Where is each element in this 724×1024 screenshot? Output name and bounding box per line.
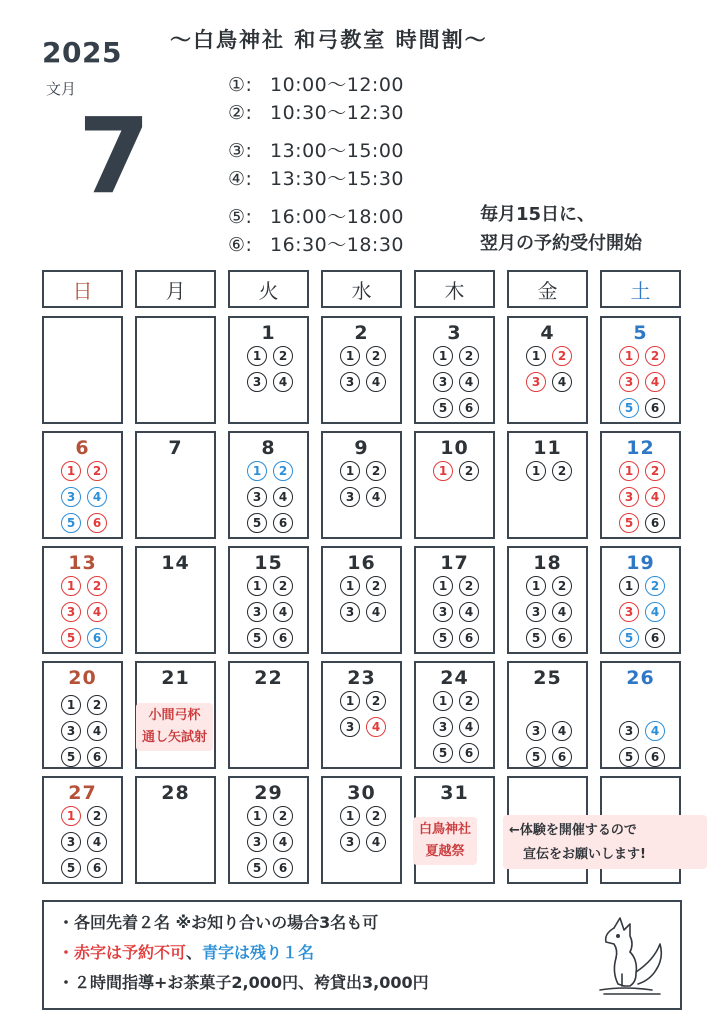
time-slot-4-badge[interactable]: 4	[459, 372, 479, 392]
fox-illustration-icon	[594, 914, 670, 998]
day-number: 4	[540, 322, 555, 344]
time-slot-6-badge[interactable]: 6	[273, 858, 293, 878]
slot-row	[612, 346, 672, 366]
time-slot-3-badge[interactable]: 3	[526, 602, 546, 622]
time-slot-1-badge[interactable]: 1	[619, 461, 639, 481]
time-slot-4-badge[interactable]: 4	[87, 487, 107, 507]
slot-row	[426, 717, 486, 737]
calendar-day[interactable]	[414, 431, 495, 539]
day-number: 16	[347, 552, 376, 574]
time-slot-5-badge[interactable]: 5	[61, 513, 81, 533]
day-number: 12	[626, 437, 655, 459]
slot-row	[519, 576, 579, 596]
calendar-empty-cell	[42, 316, 123, 424]
calendar-day[interactable]	[228, 546, 309, 654]
slot-row	[240, 576, 300, 596]
time-slot-6-badge[interactable]: 6	[273, 628, 293, 648]
calendar-day[interactable]	[135, 431, 216, 539]
day-number: 21	[161, 667, 190, 689]
slot-row	[333, 602, 393, 622]
time-slot-6-badge[interactable]: 6	[459, 628, 479, 648]
day-number: 9	[354, 437, 369, 459]
day-number: 13	[68, 552, 97, 574]
time-slot-4-badge[interactable]: 4	[273, 602, 293, 622]
time-slot-3-badge[interactable]: 3	[61, 721, 81, 741]
time-slot-6: ⑥: 16:30～18:30	[228, 234, 405, 256]
time-slot-2-badge[interactable]: 2	[366, 461, 386, 481]
time-slot-6-badge[interactable]: 6	[273, 513, 293, 533]
slot-row	[54, 747, 114, 767]
weekday-header: 金	[507, 270, 588, 308]
time-slot-5-badge[interactable]: 5	[247, 513, 267, 533]
time-slot-4-badge[interactable]: 4	[645, 487, 665, 507]
calendar-day[interactable]	[414, 546, 495, 654]
time-slot-1-badge[interactable]: 1	[247, 461, 267, 481]
time-slot-3-badge[interactable]: 3	[340, 832, 360, 852]
time-slot-4-badge[interactable]: 4	[273, 372, 293, 392]
slot-row	[519, 602, 579, 622]
time-slot-2-badge[interactable]: 2	[459, 576, 479, 596]
weekday-header: 月	[135, 270, 216, 308]
notice-line-1: 毎月15日に、	[480, 204, 596, 225]
weekday-header: 水	[321, 270, 402, 308]
calendar-day[interactable]	[228, 661, 309, 769]
calendar-day[interactable]	[321, 546, 402, 654]
festival-note-line-1: ←体験を開催するので	[509, 823, 637, 838]
slot-row	[612, 721, 672, 741]
time-slot-1-badge[interactable]: 1	[340, 576, 360, 596]
month-number: 7	[78, 95, 151, 217]
time-slot-1-badge[interactable]: 1	[247, 346, 267, 366]
time-slot-1-badge[interactable]: 1	[433, 691, 453, 711]
day-number: 18	[533, 552, 562, 574]
time-slot-4-badge[interactable]: 4	[87, 832, 107, 852]
time-slot-3-badge[interactable]: 3	[433, 372, 453, 392]
slot-row	[240, 806, 300, 826]
slot-row	[612, 398, 672, 418]
slot-row	[426, 346, 486, 366]
day-number: 25	[533, 667, 562, 689]
calendar-day[interactable]	[600, 431, 681, 539]
slot-row	[240, 858, 300, 878]
time-slot-1-badge[interactable]: 1	[247, 806, 267, 826]
time-slot-6-badge[interactable]: 6	[87, 628, 107, 648]
day-number: 23	[347, 667, 376, 689]
calendar-day[interactable]	[600, 661, 681, 769]
day-number: 2	[354, 322, 369, 344]
time-slot-4-badge[interactable]: 4	[459, 602, 479, 622]
time-slot-1-badge[interactable]: 1	[247, 576, 267, 596]
time-slot-6-badge[interactable]: 6	[645, 398, 665, 418]
time-slot-3-badge[interactable]: 3	[619, 372, 639, 392]
slot-row	[54, 513, 114, 533]
time-slot-1-badge[interactable]: 1	[61, 695, 81, 715]
time-slot-2-badge[interactable]: 2	[552, 576, 572, 596]
event-summer-festival	[413, 817, 477, 865]
legend-blue: 青字は残り１名	[202, 943, 315, 962]
slot-row	[612, 461, 672, 481]
time-slot-5-badge[interactable]: 5	[619, 747, 639, 767]
time-slot-2-badge[interactable]: 2	[273, 461, 293, 481]
time-slot-4-badge[interactable]: 4	[366, 602, 386, 622]
time-slot-3-badge[interactable]: 3	[340, 602, 360, 622]
time-slot-3-badge[interactable]: 3	[247, 372, 267, 392]
slot-row	[240, 602, 300, 622]
time-slot-3-badge[interactable]: 3	[61, 487, 81, 507]
day-number: 10	[440, 437, 469, 459]
day-number: 14	[161, 552, 190, 574]
slot-row	[426, 461, 486, 481]
time-slot-3-badge[interactable]: 3	[247, 832, 267, 852]
slot-row	[240, 461, 300, 481]
event-kojima-cup	[136, 703, 213, 751]
calendar-day[interactable]	[321, 316, 402, 424]
festival-note-line-2: 宣伝をお願いします!	[523, 847, 646, 862]
time-slot-2-badge[interactable]: 2	[645, 346, 665, 366]
time-slot-5-badge[interactable]: 5	[247, 858, 267, 878]
time-slot-1-badge[interactable]: 1	[433, 576, 453, 596]
day-number: 28	[161, 782, 190, 804]
time-slot-3-badge[interactable]: 3	[247, 487, 267, 507]
time-slot-6-badge[interactable]: 6	[459, 743, 479, 763]
slot-row	[54, 858, 114, 878]
time-slot-2-badge[interactable]: 2	[366, 346, 386, 366]
calendar-day[interactable]	[507, 316, 588, 424]
slot-row	[612, 628, 672, 648]
time-slot-6-badge[interactable]: 6	[645, 628, 665, 648]
day-number: 22	[254, 667, 283, 689]
calendar-day[interactable]	[600, 316, 681, 424]
slot-row	[426, 628, 486, 648]
time-slot-2-badge[interactable]: 2	[273, 346, 293, 366]
time-slot-1: ①: 10:00～12:00	[228, 74, 405, 96]
time-slot-2-badge[interactable]: 2	[552, 461, 572, 481]
time-slot-4-badge[interactable]: 4	[366, 832, 386, 852]
day-number: 24	[440, 667, 469, 689]
day-number: 30	[347, 782, 376, 804]
slot-row	[240, 372, 300, 392]
time-slot-2-badge[interactable]: 2	[459, 461, 479, 481]
time-slot-5-badge[interactable]: 5	[433, 743, 453, 763]
day-number: 31	[440, 782, 469, 804]
slot-row	[333, 576, 393, 596]
time-slot-4-badge[interactable]: 4	[366, 717, 386, 737]
time-slot-6-badge[interactable]: 6	[87, 858, 107, 878]
day-number: 1	[261, 322, 276, 344]
time-slot-6-badge[interactable]: 6	[87, 513, 107, 533]
time-slot-2-badge[interactable]: 2	[459, 691, 479, 711]
weekday-header: 火	[228, 270, 309, 308]
weekday-header: 日	[42, 270, 123, 308]
time-slot-5-badge[interactable]: 5	[61, 858, 81, 878]
slot-row	[333, 487, 393, 507]
time-slot-2-badge[interactable]: 2	[366, 576, 386, 596]
calendar-day[interactable]	[42, 661, 123, 769]
slot-row	[54, 461, 114, 481]
time-slot-2: ②: 10:30～12:30	[228, 102, 405, 124]
time-slot-4-badge[interactable]: 4	[552, 721, 572, 741]
time-slot-6-badge[interactable]: 6	[645, 513, 665, 533]
time-slot-3-badge[interactable]: 3	[61, 832, 81, 852]
time-slot-3-badge[interactable]: 3	[433, 602, 453, 622]
slot-row	[612, 695, 672, 715]
slot-row	[333, 717, 393, 737]
day-number: 3	[447, 322, 462, 344]
time-slot-3-badge[interactable]: 3	[619, 487, 639, 507]
day-number: 7	[168, 437, 183, 459]
slot-row	[240, 832, 300, 852]
time-slot-5-badge[interactable]: 5	[619, 398, 639, 418]
calendar-day[interactable]	[228, 776, 309, 884]
slot-row	[426, 743, 486, 763]
slot-row	[519, 747, 579, 767]
time-slot-1-badge[interactable]: 1	[433, 346, 453, 366]
time-slot-4-badge[interactable]: 4	[645, 602, 665, 622]
legend-red: 赤字は予約不可	[74, 943, 187, 962]
time-slot-4-badge[interactable]: 4	[459, 717, 479, 737]
time-slot-3-badge[interactable]: 3	[619, 602, 639, 622]
time-slot-5-badge[interactable]: 5	[433, 398, 453, 418]
time-slot-6-badge[interactable]: 6	[87, 747, 107, 767]
slot-row	[54, 832, 114, 852]
festival-note	[503, 815, 707, 869]
time-slot-4-badge[interactable]: 4	[645, 372, 665, 392]
calendar-day[interactable]	[414, 661, 495, 769]
slot-row	[333, 806, 393, 826]
slot-row	[426, 398, 486, 418]
slot-row	[333, 691, 393, 711]
time-slot-2-badge[interactable]: 2	[273, 576, 293, 596]
time-slot-1-badge[interactable]: 1	[340, 461, 360, 481]
slot-row	[519, 372, 579, 392]
time-slot-1-badge[interactable]: 1	[619, 346, 639, 366]
calendar-day[interactable]	[507, 661, 588, 769]
time-slot-3-badge[interactable]: 3	[340, 372, 360, 392]
time-slot-4-badge[interactable]: 4	[273, 487, 293, 507]
time-slot-5-badge[interactable]: 5	[619, 513, 639, 533]
weekday-header: 木	[414, 270, 495, 308]
time-slot-6-badge[interactable]: 6	[459, 398, 479, 418]
slot-row	[54, 602, 114, 622]
time-slot-3-badge[interactable]: 3	[619, 721, 639, 741]
time-slot-1-badge[interactable]: 1	[340, 346, 360, 366]
month-label: 文月	[46, 80, 77, 98]
time-slot-5-badge[interactable]: 5	[433, 628, 453, 648]
time-slot-1-badge[interactable]: 1	[526, 576, 546, 596]
slot-row	[612, 747, 672, 767]
time-slot-1-badge[interactable]: 1	[61, 461, 81, 481]
calendar-day[interactable]	[42, 431, 123, 539]
day-number: 15	[254, 552, 283, 574]
slot-row	[54, 806, 114, 826]
time-slot-5: ⑤: 16:00～18:00	[228, 206, 405, 228]
notice-line-2: 翌月の予約受付開始	[480, 233, 642, 254]
time-slot-4-badge[interactable]: 4	[366, 372, 386, 392]
time-slot-2-badge[interactable]: 2	[552, 346, 572, 366]
time-slot-1-badge[interactable]: 1	[526, 461, 546, 481]
calendar-day[interactable]	[507, 431, 588, 539]
time-slot-5-badge[interactable]: 5	[526, 628, 546, 648]
day-number: 5	[633, 322, 648, 344]
event-festival-line-1: 白鳥神社	[419, 822, 472, 837]
slot-row	[426, 691, 486, 711]
time-slot-4: ④: 13:30～15:30	[228, 168, 405, 190]
time-slot-1-badge[interactable]: 1	[526, 346, 546, 366]
time-slot-2-badge[interactable]: 2	[645, 461, 665, 481]
time-slot-4-badge[interactable]: 4	[645, 721, 665, 741]
time-slot-1-badge[interactable]: 1	[433, 461, 453, 481]
time-slot-4-badge[interactable]: 4	[366, 487, 386, 507]
footer-pricing: ・２時間指導+お茶菓子2,000円、袴貸出3,000円	[58, 973, 429, 992]
time-slot-3-badge[interactable]: 3	[526, 721, 546, 741]
slot-row	[612, 372, 672, 392]
time-slot-4-badge[interactable]: 4	[273, 832, 293, 852]
page-title: ～白鳥神社 和弓教室 時間割～	[170, 28, 488, 52]
slot-row	[426, 576, 486, 596]
time-slot-1-badge[interactable]: 1	[61, 806, 81, 826]
time-slot-3: ③: 13:00～15:00	[228, 140, 405, 162]
calendar-day[interactable]	[321, 776, 402, 884]
event-festival-line-2: 夏越祭	[425, 844, 465, 859]
calendar-day[interactable]	[42, 776, 123, 884]
time-slot-5-badge[interactable]: 5	[526, 747, 546, 767]
footer-notes	[42, 900, 682, 1010]
slot-row	[240, 487, 300, 507]
calendar-day[interactable]	[228, 316, 309, 424]
footer-color-legend	[58, 940, 314, 963]
time-slot-2-badge[interactable]: 2	[645, 576, 665, 596]
calendar-day[interactable]	[600, 546, 681, 654]
slot-row	[333, 346, 393, 366]
day-number: 6	[75, 437, 90, 459]
time-slot-1-badge[interactable]: 1	[340, 691, 360, 711]
calendar-day[interactable]	[507, 546, 588, 654]
slot-row	[519, 346, 579, 366]
time-slot-6-badge[interactable]: 6	[645, 747, 665, 767]
day-number: 27	[68, 782, 97, 804]
time-slot-2-badge[interactable]: 2	[273, 806, 293, 826]
slot-row	[612, 513, 672, 533]
slot-row	[333, 832, 393, 852]
time-slot-1-badge[interactable]: 1	[340, 806, 360, 826]
slot-row	[519, 628, 579, 648]
slot-row	[240, 346, 300, 366]
time-slot-2-badge[interactable]: 2	[87, 576, 107, 596]
day-number: 29	[254, 782, 283, 804]
legend-bullet: ・	[58, 943, 75, 962]
time-slot-2-badge[interactable]: 2	[87, 461, 107, 481]
time-slot-5-badge[interactable]: 5	[61, 628, 81, 648]
time-slot-6-badge[interactable]: 6	[552, 628, 572, 648]
time-slot-3-badge[interactable]: 3	[340, 717, 360, 737]
slot-row	[54, 695, 114, 715]
calendar-day[interactable]	[228, 431, 309, 539]
event-kojima-line-2: 通し矢試射	[142, 730, 208, 745]
slot-row	[426, 372, 486, 392]
time-slot-2-badge[interactable]: 2	[87, 806, 107, 826]
slot-row	[54, 576, 114, 596]
calendar-grid	[42, 270, 683, 890]
time-slot-3-badge[interactable]: 3	[340, 487, 360, 507]
day-number: 8	[261, 437, 276, 459]
time-slot-5-badge[interactable]: 5	[619, 628, 639, 648]
time-slot-3-badge[interactable]: 3	[61, 602, 81, 622]
time-slot-2-badge[interactable]: 2	[87, 695, 107, 715]
legend-separator: 、	[186, 943, 203, 962]
time-slot-4-badge[interactable]: 4	[552, 372, 572, 392]
event-kojima-line-1: 小間弓杯	[148, 708, 201, 723]
slot-row	[612, 602, 672, 622]
day-number: 19	[626, 552, 655, 574]
time-slot-3-badge[interactable]: 3	[526, 372, 546, 392]
time-slot-1-badge[interactable]: 1	[61, 576, 81, 596]
slot-row	[612, 487, 672, 507]
slot-row	[54, 721, 114, 741]
time-slot-3-badge[interactable]: 3	[433, 717, 453, 737]
footer-capacity: ・各回先着２名 ※お知り合いの場合3名も可	[58, 913, 379, 932]
slot-row	[519, 461, 579, 481]
day-number: 26	[626, 667, 655, 689]
slot-row	[612, 576, 672, 596]
weekday-header: 土	[600, 270, 681, 308]
time-slot-1-badge[interactable]: 1	[619, 576, 639, 596]
time-slot-6-badge[interactable]: 6	[552, 747, 572, 767]
calendar-day[interactable]	[321, 661, 402, 769]
reservation-notice	[480, 200, 642, 258]
slot-row	[240, 513, 300, 533]
day-number: 11	[533, 437, 562, 459]
slot-row	[426, 602, 486, 622]
slot-row	[240, 628, 300, 648]
day-number: 20	[68, 667, 97, 689]
time-slot-4-badge[interactable]: 4	[87, 602, 107, 622]
time-slot-2-badge[interactable]: 2	[366, 806, 386, 826]
day-number: 17	[440, 552, 469, 574]
time-slot-2-badge[interactable]: 2	[366, 691, 386, 711]
time-slot-4-badge[interactable]: 4	[87, 721, 107, 741]
slot-row	[54, 487, 114, 507]
time-slot-5-badge[interactable]: 5	[61, 747, 81, 767]
slot-row	[333, 372, 393, 392]
calendar-day[interactable]	[135, 546, 216, 654]
calendar-day[interactable]	[135, 776, 216, 884]
calendar-empty-cell	[135, 316, 216, 424]
time-slot-2-badge[interactable]: 2	[459, 346, 479, 366]
slot-row	[519, 695, 579, 715]
calendar-day[interactable]	[414, 316, 495, 424]
year: 2025	[42, 36, 122, 69]
slot-row	[519, 721, 579, 741]
slot-row	[333, 461, 393, 481]
calendar-day[interactable]	[321, 431, 402, 539]
calendar-day[interactable]	[42, 546, 123, 654]
time-slot-3-badge[interactable]: 3	[247, 602, 267, 622]
slot-row	[54, 628, 114, 648]
time-slot-4-badge[interactable]: 4	[552, 602, 572, 622]
time-slot-5-badge[interactable]: 5	[247, 628, 267, 648]
